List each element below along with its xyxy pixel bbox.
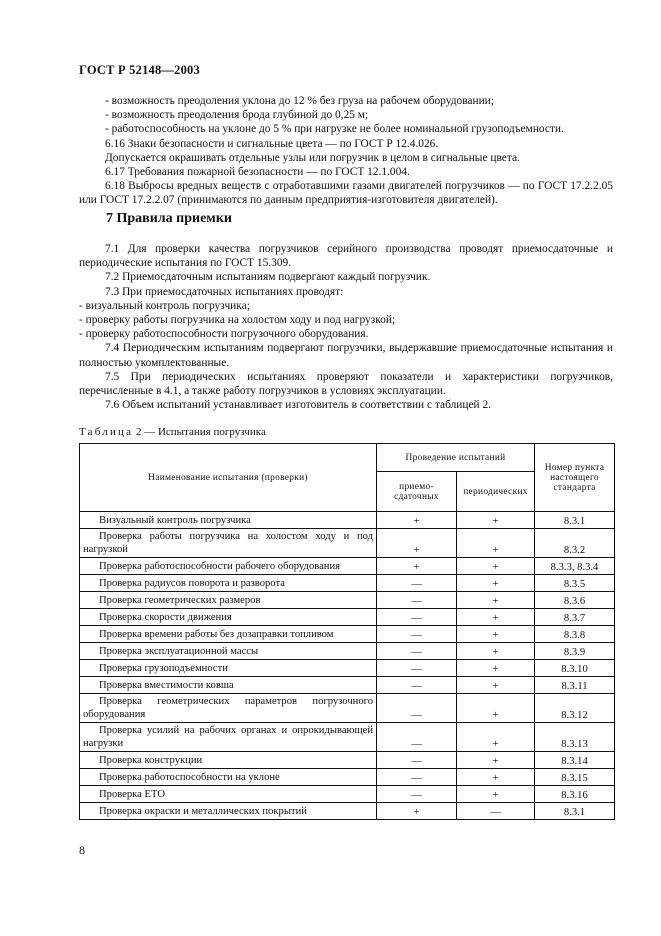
clause-number-cell: 8.3.10 [535, 660, 615, 677]
paragraph: - визуальный контроль погрузчика; [79, 299, 250, 312]
periodic-mark-cell: + [457, 723, 535, 752]
periodic-mark-cell: + [457, 575, 535, 592]
paragraph: 6.16 Знаки безопасности и сигнальные цвета — по ГОСТ Р 12.4.026. [105, 137, 439, 150]
paragraph: 7.3 При приемосдаточных испытаниях проводят: [105, 285, 344, 298]
acceptance-mark-cell: — [377, 723, 457, 752]
test-name-cell: Проверка эксплуатационной массы [80, 643, 377, 660]
table-row [80, 626, 615, 643]
acceptance-mark-cell: + [377, 803, 457, 820]
document-header: ГОСТ Р 52148—2003 [79, 63, 200, 77]
header-acceptance: приемо-сдаточных [377, 472, 457, 512]
paragraph: 6.17 Требования пожарной безопасности — по ГОСТ 12.1.004. [105, 166, 410, 179]
clause-number-cell: 8.3.12 [535, 694, 615, 723]
test-name-cell: Проверка работоспособности на уклоне [80, 769, 377, 786]
acceptance-mark-cell: — [377, 660, 457, 677]
test-name-cell: Проверка работы погрузчика на холостом ходу и под нагрузкой [80, 529, 377, 558]
paragraph: 6.18 Выбросы вредных веществ с отработавшими газами двигателей погрузчиков — по ГОСТ 17.2.2.05 или ГОСТ 17.2.2.07 (принимаются по данным предприятия-изготовителя двигателей). [79, 180, 613, 207]
paragraph: Допускается окрашивать отдельные узлы или погрузчик в целом в сигнальные цвета. [105, 151, 520, 164]
header-test-name: Наименование испытания (проверки) [80, 444, 377, 512]
test-name-cell: Проверка геометрических размеров [80, 592, 377, 609]
acceptance-mark-cell: + [377, 529, 457, 558]
table-row [80, 677, 615, 694]
clause-number-cell: 8.3.14 [535, 752, 615, 769]
clause-number-cell: 8.3.1 [535, 512, 615, 529]
clause-number-cell: 8.3.8 [535, 626, 615, 643]
acceptance-mark-cell: — [377, 575, 457, 592]
paragraph: - проверку работоспособности погрузочного оборудования. [79, 328, 369, 341]
header-clause-number: Номер пункта настоящего стандарта [535, 444, 615, 512]
periodic-mark-cell: + [457, 769, 535, 786]
table-row [80, 575, 615, 592]
acceptance-mark-cell: — [377, 677, 457, 694]
header-tests-conducted: Проведение испытаний [377, 444, 535, 472]
periodic-mark-cell: — [457, 803, 535, 820]
section-title: 7 Правила приемки [106, 211, 232, 226]
acceptance-mark-cell: — [377, 769, 457, 786]
clause-number-cell: 8.3.6 [535, 592, 615, 609]
clause-number-cell: 8.3.7 [535, 609, 615, 626]
paragraph: - возможность преодоления брода глубиной до 0,25 м; [105, 109, 369, 122]
tests-table [79, 443, 615, 820]
acceptance-mark-cell: — [377, 694, 457, 723]
test-name-cell: Проверка работоспособности рабочего оборудования [80, 558, 377, 575]
table-row [80, 786, 615, 803]
paragraph: 7.5 При периодических испытаниях проверяют показатели и характеристики погрузчиков, перечисленные в 4.1, а также работу погрузчиков в условиях эксплуатации. [79, 370, 613, 398]
clause-number-cell: 8.3.5 [535, 575, 615, 592]
acceptance-mark-cell: — [377, 752, 457, 769]
table-row [80, 752, 615, 769]
table-row [80, 769, 615, 786]
page-number: 8 [79, 843, 85, 857]
header-periodic: периодических [457, 472, 535, 512]
acceptance-mark-cell: — [377, 592, 457, 609]
paragraph: 7.4 Периодическим испытаниям подвергают погрузчики, выдержавшие приемосдаточные испытания и полностью укомплектованные. [79, 342, 613, 369]
periodic-mark-cell: + [457, 626, 535, 643]
periodic-mark-cell: + [457, 694, 535, 723]
clause-number-cell: 8.3.16 [535, 786, 615, 803]
acceptance-mark-cell: — [377, 786, 457, 803]
periodic-mark-cell: + [457, 558, 535, 575]
test-name-cell: Проверка геометрических параметров погрузочного оборудования [80, 694, 377, 723]
periodic-mark-cell: + [457, 752, 535, 769]
periodic-mark-cell: + [457, 677, 535, 694]
periodic-mark-cell: + [457, 529, 535, 558]
table-row [80, 723, 615, 752]
test-name-cell: Проверка времени работы без дозаправки топливом [80, 626, 377, 643]
paragraph: - проверку работы погрузчика на холостом ходу и под нагрузкой; [79, 314, 396, 327]
acceptance-mark-cell: + [377, 558, 457, 575]
clause-number-cell: 8.3.11 [535, 677, 615, 694]
clause-number-cell: 8.3.9 [535, 643, 615, 660]
clause-number-cell: 8.3.13 [535, 723, 615, 752]
table-row [80, 592, 615, 609]
table-row [80, 512, 615, 529]
periodic-mark-cell: + [457, 660, 535, 677]
periodic-mark-cell: + [457, 609, 535, 626]
table-row [80, 803, 615, 820]
paragraph: - работоспособность на уклоне до 5 % при нагрузке не более номинальной грузоподъемности. [105, 123, 564, 136]
clause-number-cell: 8.3.1 [535, 803, 615, 820]
table-caption [79, 426, 266, 438]
paragraph: 7.2 Приемосдаточным испытаниям подвергают каждый погрузчик. [105, 271, 431, 284]
requirements-text-block [79, 94, 613, 208]
table-row [80, 660, 615, 677]
table-caption-title: 2 — Испытания погрузчика [133, 426, 266, 438]
test-name-cell: Проверка вместимости ковша [80, 677, 377, 694]
test-name-cell: Проверка грузоподъемности [80, 660, 377, 677]
periodic-mark-cell: + [457, 592, 535, 609]
periodic-mark-cell: + [457, 643, 535, 660]
periodic-mark-cell: + [457, 786, 535, 803]
test-name-cell: Проверка конструкции [80, 752, 377, 769]
test-name-cell: Проверка ЕТО [80, 786, 377, 803]
clause-number-cell: 8.3.3, 8.3.4 [535, 558, 615, 575]
acceptance-mark-cell: — [377, 643, 457, 660]
paragraph: 7.6 Объем испытаний устанавливает изготовитель в соответствии с таблицей 2. [105, 399, 492, 412]
table-row [80, 643, 615, 660]
acceptance-rules-text-block [79, 242, 613, 412]
test-name-cell: Визуальный контроль погрузчика [80, 512, 377, 529]
acceptance-mark-cell: + [377, 512, 457, 529]
test-name-cell: Проверка радиусов поворота и разворота [80, 575, 377, 592]
periodic-mark-cell: + [457, 512, 535, 529]
table-caption-label: Таблица [79, 426, 134, 438]
clause-number-cell: 8.3.15 [535, 769, 615, 786]
tests-table-body [80, 512, 615, 820]
clause-number-cell: 8.3.2 [535, 529, 615, 558]
table-row [80, 529, 615, 558]
paragraph: 7.1 Для проверки качества погрузчиков серийного производства проводят приемосдаточные и периодические испытания по ГОСТ 15.309. [79, 243, 613, 270]
table-row [80, 558, 615, 575]
table-row [80, 694, 615, 723]
test-name-cell: Проверка усилий на рабочих органах и опрокидывающей нагрузки [80, 723, 377, 752]
table-row [80, 609, 615, 626]
paragraph: - возможность преодоления уклона до 12 % без груза на рабочем оборудовании; [105, 95, 494, 107]
acceptance-mark-cell: — [377, 609, 457, 626]
acceptance-mark-cell: — [377, 626, 457, 643]
test-name-cell: Проверка скорости движения [80, 609, 377, 626]
test-name-cell: Проверка окраски и металлических покрытий [80, 803, 377, 820]
